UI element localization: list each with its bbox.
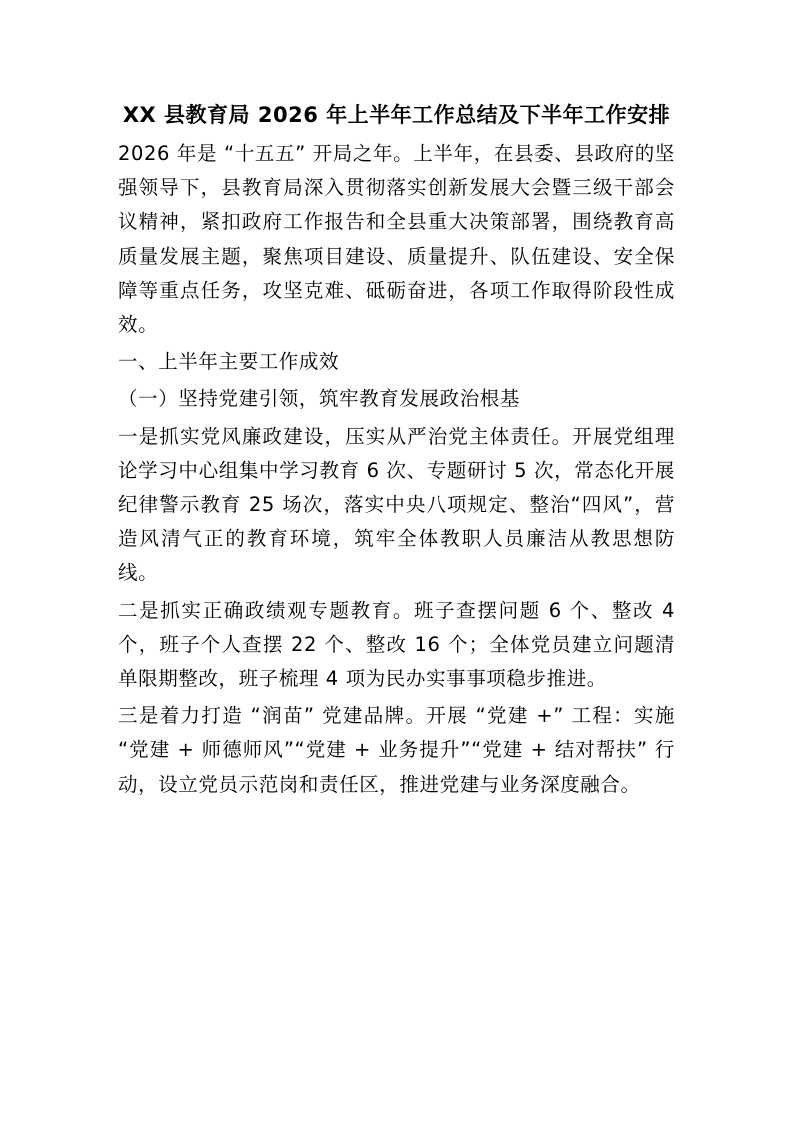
- subsection-heading-1: （一）坚持党建引领，筑牢教育发展政治根基: [118, 387, 521, 411]
- section-heading-1: 一、上半年主要工作成效: [118, 350, 340, 374]
- document-title: XX 县教育局 2026 年上半年工作总结及下半年工作安排: [122, 103, 671, 127]
- document-page: [118, 93, 675, 802]
- paragraph-party-discipline: 一是抓实党风廉政建设，压实从严治党主体责任。开展党组理论学习中心组集中学习教育 6 次、专题研讨 5 次，常态化开展纪律警示教育 25 场次，落实中央八项规定、整治“四风”，营造风清气正的教育环境，筑牢全体教职人员廉洁从教思想防线。: [118, 424, 675, 585]
- paragraph-performance-education: 二是抓实正确政绩观专题教育。班子查摆问题 6 个、整改 4 个，班子个人查摆 22 个、整改 16 个；全体党员建立问题清单限期整改，班子梳理 4 项为民办实事事项稳步推进。: [118, 598, 675, 691]
- intro-paragraph: 2026 年是 “十五五” 开局之年。上半年，在县委、县政府的坚强领导下，县教育局深入贯彻落实创新发展大会暨三级干部会议精神，紧扣政府工作报告和全县重大决策部署，围绕教育高质量发展主题，聚焦项目建设、质量提升、队伍建设、安全保障等重点任务，攻坚克难、砥砺奋进，各项工作取得阶段性成效。: [118, 142, 675, 337]
- paragraph-party-brand: 三是着力打造 “润苗” 党建品牌。开展 “党建 +” 工程：实施 “党建 + 师德师风”“党建 + 业务提升”“党建 + 结对帮扶” 行动，设立党员示范岗和责任区，推进党建与业务深度融合。: [118, 704, 675, 796]
